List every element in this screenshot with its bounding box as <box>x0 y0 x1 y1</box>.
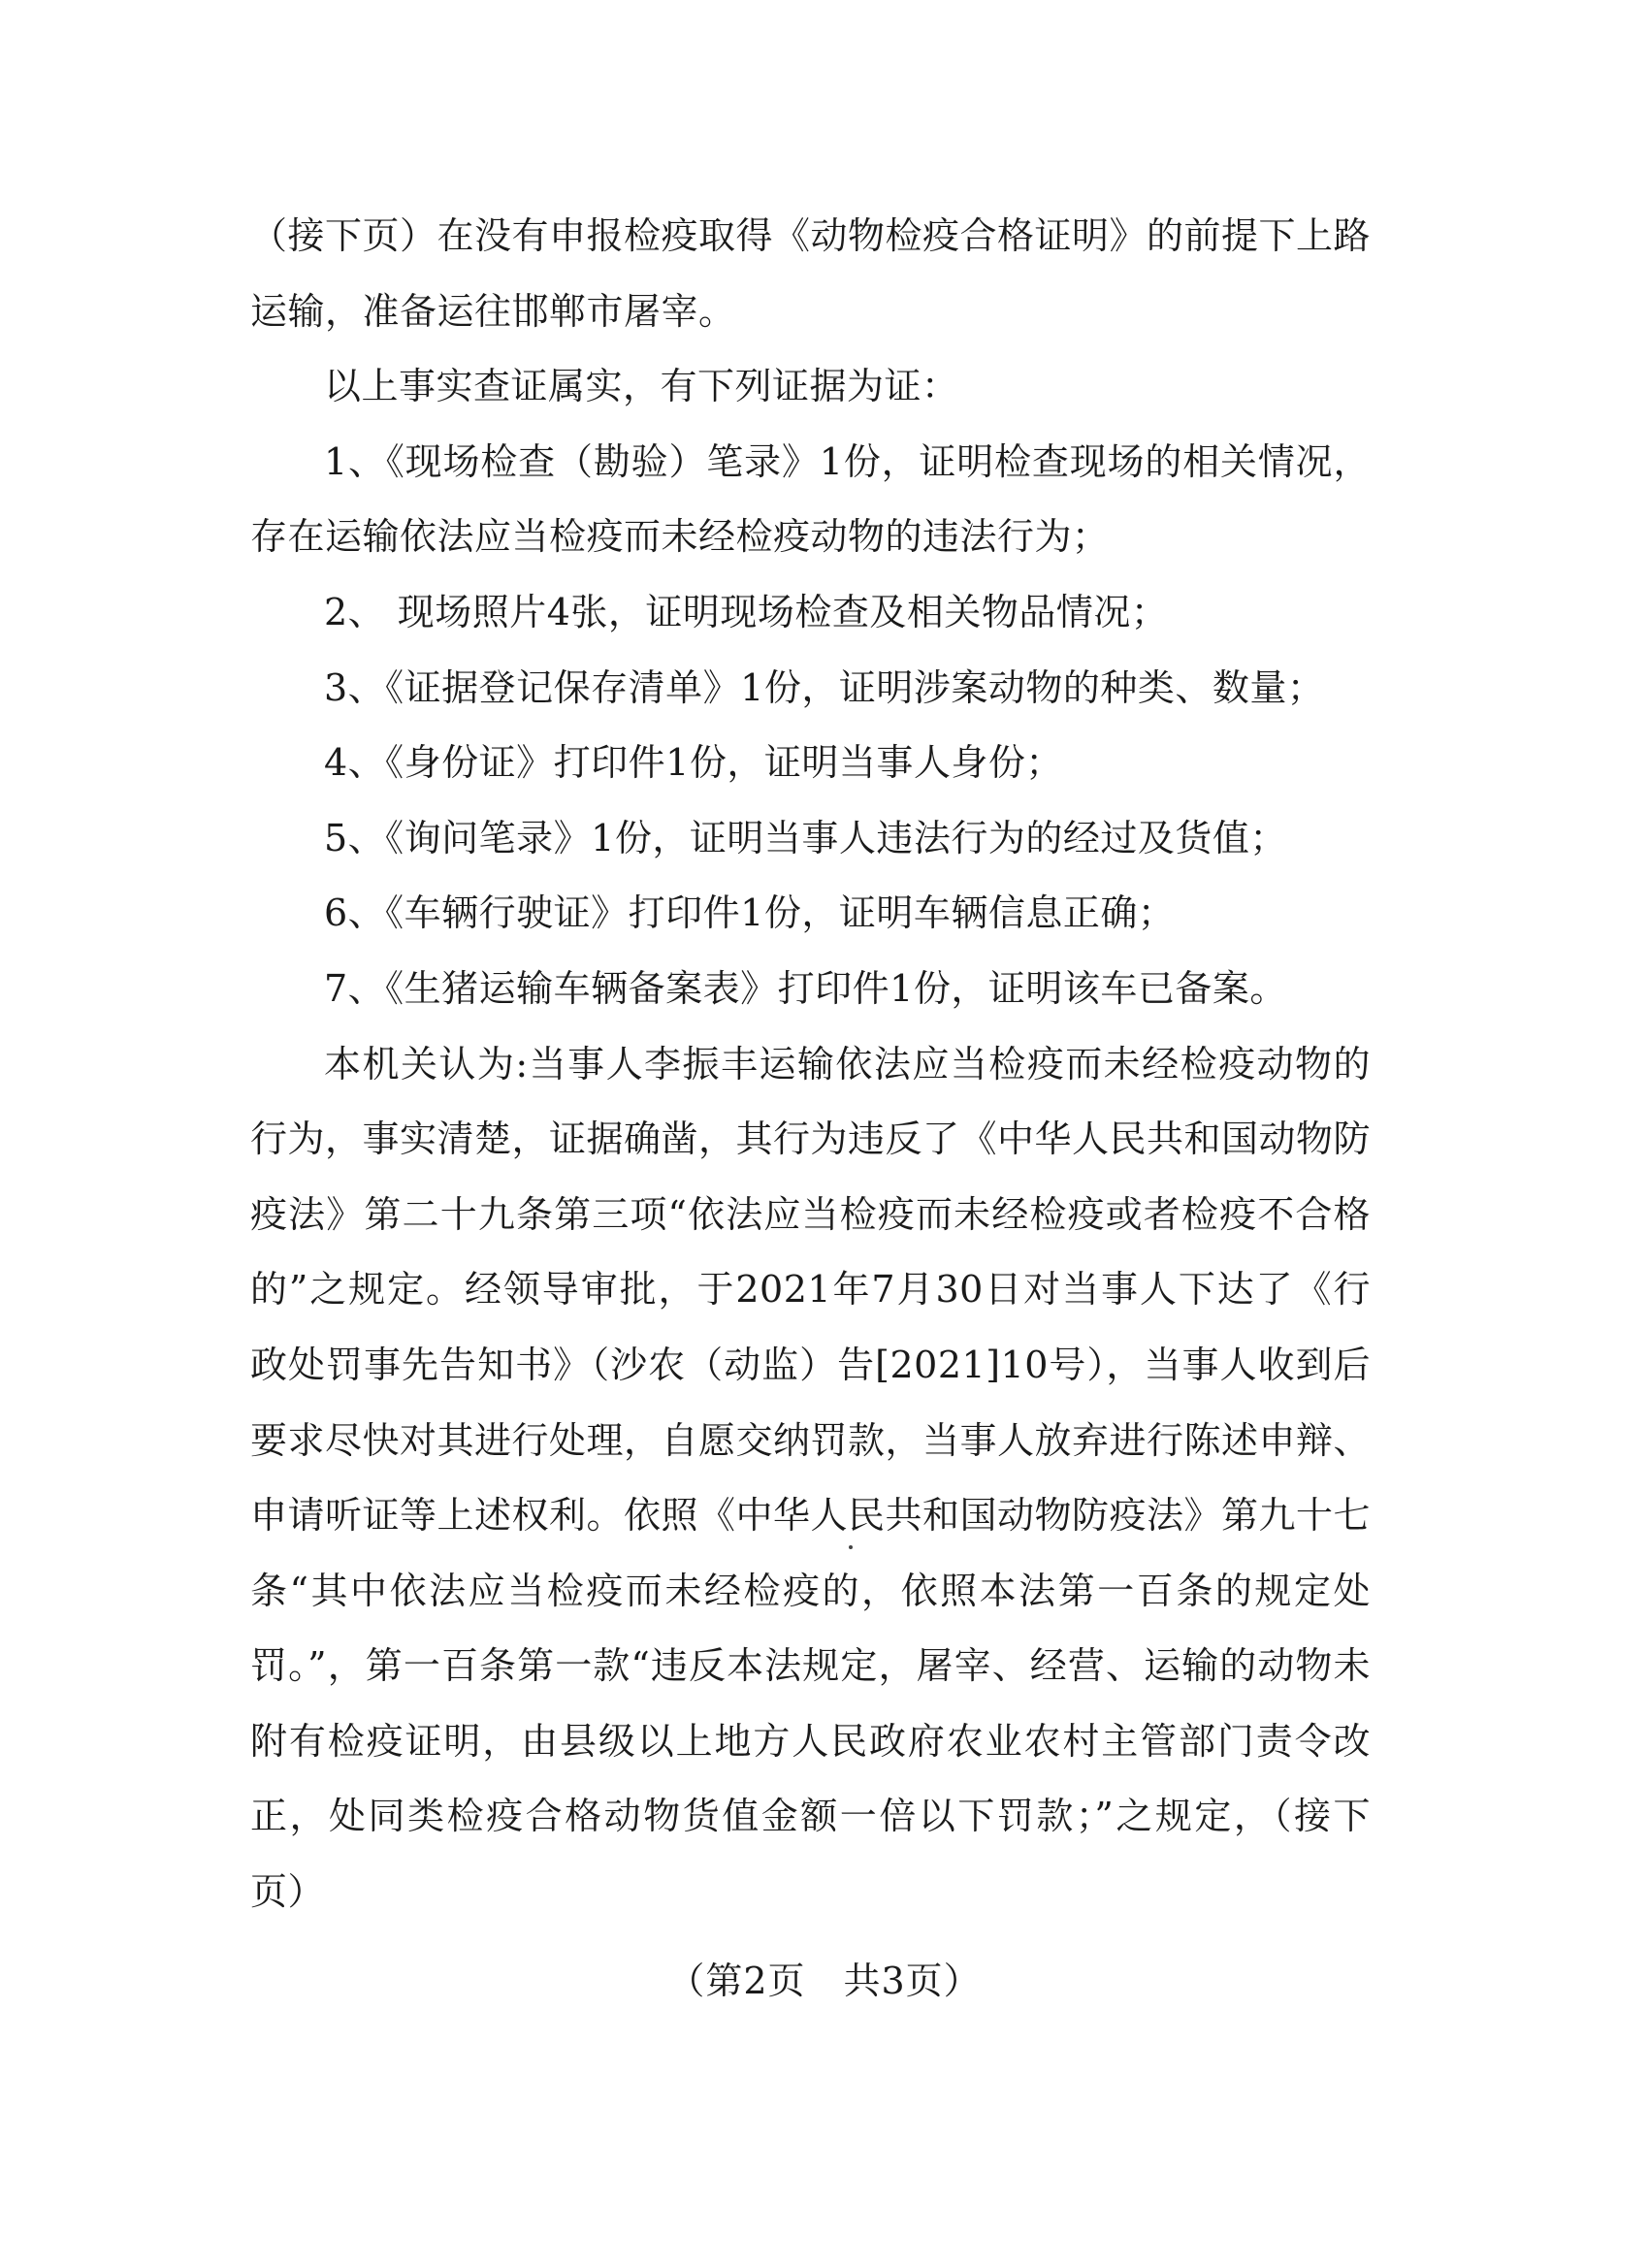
document-body <box>250 199 1371 1930</box>
page-number-footer: （第2页 共3页） <box>667 1960 982 2002</box>
paragraph: （接下页）在没有申报检疫取得《动物检疫合格证明》的前提下上路运输，准备运往邯郸市屠宰。 <box>250 214 1372 333</box>
paragraph: 3、《证据登记保存清单》1份，证明涉案动物的种类、数量； <box>324 665 1325 709</box>
paragraph: 2、 现场照片4张，证明现场检查及相关物品情况； <box>324 590 1169 633</box>
paragraph: 1、《现场检查（勘验）笔录》1份，证明检查现场的相关情况，存在运输依法应当检疫而未经检疫动物的违法行为； <box>250 439 1371 559</box>
paragraph: 6、《车辆行驶证》打印件1份，证明车辆信息正确； <box>324 891 1176 935</box>
scan-speck <box>849 1545 853 1549</box>
paragraph: 4、《身份证》打印件1份，证明当事人身份； <box>324 741 1063 785</box>
paragraph: 本机关认为:当事人李振丰运输依法应当检疫而未经检疫动物的行为，事实清楚，证据确凿，其行为违反了《中华人民共和国动物防疫法》第二十九条第三项“依法应当检疫而未经检疫或者检疫不合格的”之规定。经领导审批，于2021年7月30日对当事人下达了《行政处罚事先告知书》（沙农（动监）告[2021]10号），当事人收到后要求尽快对其进行处理，自愿交纳罚款，当事人放弃进行陈述申辩、申请听证等上述权利。依照《中华人民共和国动物防疫法》第九十七条“其中依法应当检疫而未经检疫的，依照本法第一百条的规定处罚。”，第一百条第一款“违反本法规定，屠宰、经营、运输的动物未附有检疫证明，由县级以上地方人民政府农业农村主管部门责令改正，处同类检疫合格动物货值金额一倍以下罚款；”之规定，（接下页） <box>250 1042 1372 1914</box>
paragraph: 7、《生猪运输车辆备案表》打印件1份，证明该车已备案。 <box>324 966 1287 1010</box>
paragraph: 以上事实查证属实，有下列证据为证： <box>324 365 959 408</box>
paragraph: 5、《询问笔录》1份，证明当事人违法行为的经过及货值； <box>324 816 1287 859</box>
